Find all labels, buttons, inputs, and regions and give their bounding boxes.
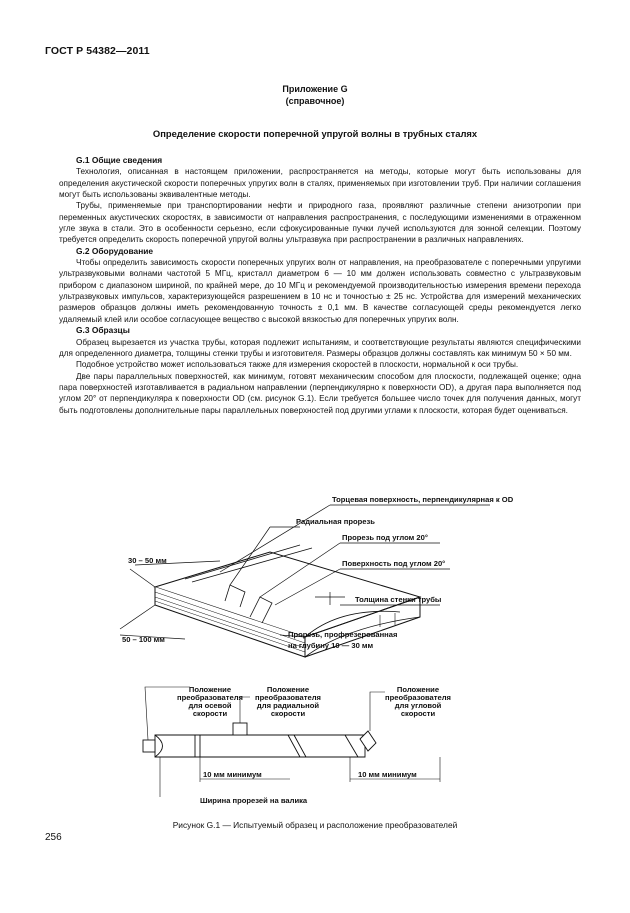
label-axial-pos-1: Положение <box>188 685 232 694</box>
label-surface-20: Поверхность под углом 20° <box>342 559 446 568</box>
label-min-10-left: 10 мм минимум <box>203 770 262 779</box>
label-radial-pos-2: преобразователя <box>255 693 321 702</box>
section-heading-g3: G.3 Образцы <box>76 325 130 336</box>
label-radial-pos-4: скорости <box>270 709 306 718</box>
paragraph: Образец вырезается из участка трубы, которая подлежит испытаниям, и соответствующие результаты являются специфическими для определенного диаметра, толщины стенки трубы и изготовителя. Размеры образцов должны составлять как минимум 50 × 50 мм. <box>59 337 581 358</box>
annex-heading <box>0 83 630 107</box>
figure-g1 <box>100 487 514 817</box>
label-angular-pos-1: Положение <box>396 685 440 694</box>
label-angular-pos-2: преобразователя <box>385 693 451 702</box>
label-axial-pos-2: преобразователя <box>177 693 243 702</box>
paragraph: Трубы, применяемые при транспортировании нефти и природного газа, проявляют различные степени анизотропии при переменных акустических скоростях, в зависимости от направления распространения, с последующими изменениями в отраженном угле звука в стали. Это в особенности серьезно, если сфокусированные пучки лучей используются для зонной селекции. Поэтому требуется определить скорость поперечной упругой волны ультразвука при распространении в различных направлениях. <box>59 201 581 245</box>
label-slot-width: Ширина прорезей на валика <box>200 796 308 805</box>
paragraph: Чтобы определить зависимость скорости поперечных упругих волн от направления, на преобразователе с поперечными упругими ультразвуковыми волнами частотой 5 МГц, кристалл диаметром 6 — 10 мм должен использовать совместно с ультразвуковым прибором с диапазоном шириной, по крайней мере, до 10 МГц и рекомендуемой производительностью измерения времени перехода ультразвуковых импульсов, характеризующейся разрешением в 10 нс и точностью ± 25 нс. Устройства для измерений механических размеров образцов должны иметь рекомендованную точность ± 0,1 мм. В качестве согласующей среды рекомендуется легко удаляемый клей или особое согласующее вещество с высокой вязкостью для поперечных упругих волн. <box>59 258 581 324</box>
label-radial-slot: Радиальная прорезь <box>296 517 375 526</box>
label-axial-pos-4: скорости <box>192 709 228 718</box>
figure-caption: Рисунок G.1 — Испытуемый образец и расположение преобразователей <box>172 820 458 830</box>
body-text <box>59 155 581 416</box>
standard-header: ГОСТ Р 54382—2011 <box>45 45 150 57</box>
label-dim-length: 50 – 100 мм <box>122 635 165 644</box>
label-radial-pos-3: для радиальной <box>256 701 320 710</box>
label-min-10-right: 10 мм минимум <box>358 770 417 779</box>
annex-title: Определение скорости поперечной упругой волны в трубных сталях <box>152 128 478 139</box>
specimen-diagram <box>100 487 514 817</box>
section-heading-g1: G.1 Общие сведения <box>76 155 163 165</box>
label-angular-pos-3: для угловой <box>394 701 442 710</box>
paragraph: Подобное устройство может использоваться также для измерения скоростей в плоскости, нормальной к оси трубы. <box>76 360 519 370</box>
radial-transducer <box>233 723 247 735</box>
section-heading-g2: G.2 Оборудование <box>76 245 154 256</box>
paragraph: Технология, описанная в настоящем приложении, распространяется на методы, которые могут быть использованы для определения акустической скорости поперечных упругих волн в сталях, применяемых при изготовлении труб. При наличии соглашения могут быть использованы эквивалентные методы. <box>59 167 581 200</box>
axial-transducer <box>143 740 155 752</box>
label-end-surface: Торцевая поверхность, перпендикулярная к OD <box>332 495 514 504</box>
label-axial-pos-3: для осевой <box>188 701 232 710</box>
label-radial-pos-1: Положение <box>266 685 310 694</box>
figure-labels <box>122 495 514 805</box>
label-slot-20: Прорезь под углом 20° <box>342 533 428 542</box>
paragraph: Две пары параллельных поверхностей, как минимум, готовят механическим способом для плоскости, подлежащей оценке; одна пара поверхностей изготавливается в радиальном направлении (перпендикулярно к поверхности OD), а другая пара выполняется под углом 20° от перпендикуляра к поверхности OD (см. рисунок G.1). Если требуется большее число точек для получения данных, могут быть подготовлены дополнительные пары параллельных поверхностей под другими углами к плоскости, которая будет оцениваться. <box>59 371 581 415</box>
label-milled-slot-2: на глубину 10 — 30 мм <box>288 641 374 650</box>
page-number: 256 <box>45 832 62 843</box>
label-dim-width: 30 – 50 мм <box>128 556 167 565</box>
label-wall-thickness: Толщина стенки трубы <box>355 595 442 604</box>
label-milled-slot-1: Прорезь, профрезерованная <box>288 630 398 639</box>
annex-name: Приложение G <box>282 84 348 94</box>
label-angular-pos-4: скорости <box>400 709 436 718</box>
annex-type: (справочное) <box>285 96 345 106</box>
